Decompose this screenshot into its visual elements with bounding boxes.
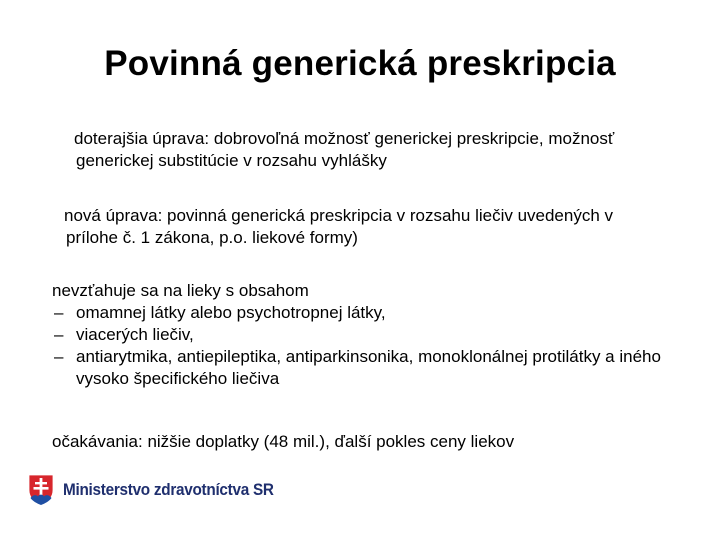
- ministry-name: Ministerstvo zdravotníctva SR: [63, 480, 274, 499]
- list-item: [52, 346, 682, 390]
- list-item-text: viacerých liečiv,: [76, 325, 194, 344]
- list-item: [52, 302, 682, 324]
- list-dash: –: [54, 303, 64, 322]
- paragraph-line: doterajšia úprava: dobrovoľná možnosť generickej preskripcie, možnosť: [74, 129, 615, 148]
- paragraph-previous-regulation: [74, 128, 684, 172]
- paragraph-line: prílohe č. 1 zákona, p.o. liekové formy): [66, 228, 358, 247]
- exceptions-intro: nevzťahuje sa na lieky s obsahom: [52, 281, 309, 300]
- paragraph-line: generickej substitúcie v rozsahu vyhlášky: [76, 151, 387, 170]
- slide-title: Povinná generická preskripcia: [104, 44, 616, 83]
- list-item-text: omamnej látky alebo psychotropnej látky,: [76, 303, 386, 322]
- paragraph-exceptions: [52, 280, 682, 390]
- ministry-logo: [28, 473, 297, 507]
- list-dash: –: [54, 347, 64, 366]
- slovak-coat-of-arms-icon: [28, 474, 54, 506]
- list-dash: –: [54, 325, 64, 344]
- list-item: [52, 324, 682, 346]
- paragraph-expectations: očakávania: nižšie doplatky (48 mil.), ďalší pokles ceny liekov: [52, 432, 515, 451]
- paragraph-new-regulation: [64, 205, 684, 249]
- list-item-text: antiarytmika, antiepileptika, antiparkinsonika, monoklonálnej protilátky a iného vysoko špecifického liečiva: [76, 347, 661, 388]
- exceptions-list: [52, 302, 682, 390]
- paragraph-line: nová úprava: povinná generická preskripcia v rozsahu liečiv uvedených v: [64, 206, 614, 225]
